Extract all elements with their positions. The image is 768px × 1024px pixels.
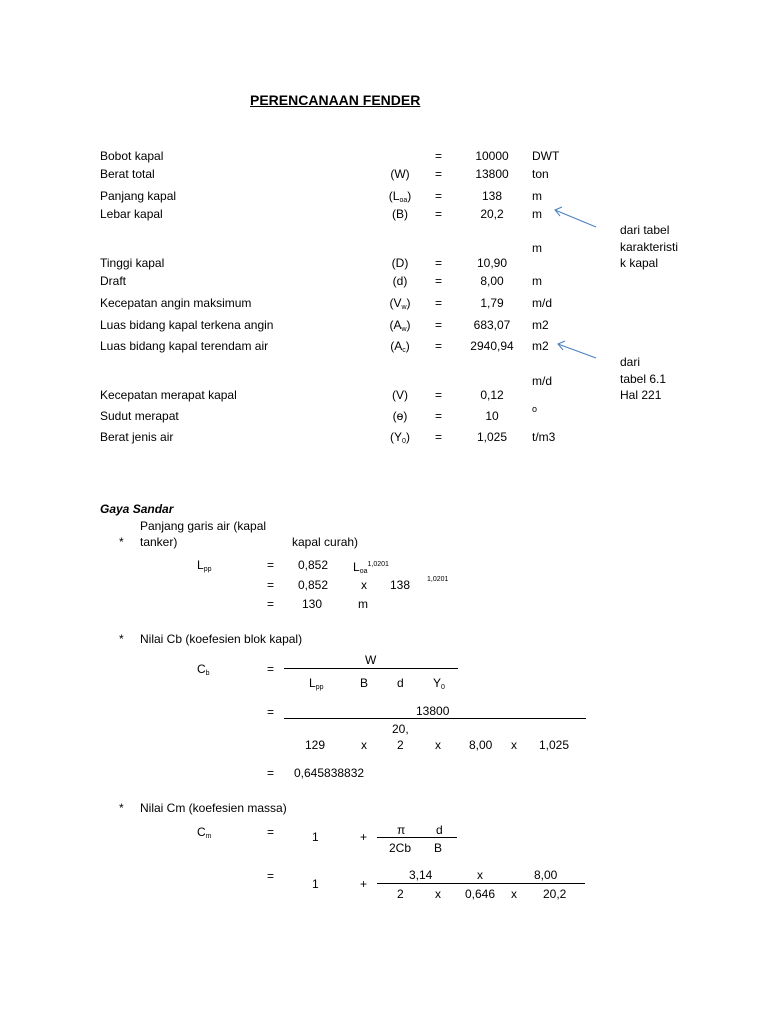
eq: = [267,766,275,780]
fraction-line [377,883,585,884]
eq: = [267,869,275,883]
plus: + [360,830,368,844]
cb-result: 0,645838832 [294,766,365,780]
coef: 0,852 [298,578,329,592]
arrow-icon [558,344,596,358]
note-line: dari [620,355,641,369]
den-b: B [434,841,443,855]
param-eq: = [435,318,443,332]
param-label: Kecepatan angin maksimum [100,296,252,310]
den-lpp-value: 129 [305,738,326,752]
eq: = [267,825,275,839]
bullet: * [119,801,124,815]
den-d-value: 8,00 [469,738,493,752]
den-b: B [360,676,369,690]
note-line: Hal 221 [620,388,662,402]
param-eq: = [435,274,443,288]
lpp-label: Panjang garis air (kapal [140,519,267,533]
param-unit: m/d [532,374,553,388]
param-eq: = [435,409,443,423]
fraction-line [284,718,586,719]
param-label: Draft [100,274,127,288]
param-value: 13800 [475,167,509,181]
param-value: 8,00 [480,274,504,288]
param-eq: = [435,296,443,310]
param-unit: m [532,274,542,288]
param-unit: m [532,241,542,255]
param-symbol: $(A_c)$ [390,339,410,354]
param-label: Lebar kapal [100,207,163,221]
param-unit: m2 [532,318,549,332]
param-value: 20,2 [480,207,504,221]
one: 1 [312,830,319,844]
note-line: dari tabel [620,223,670,237]
param-symbol: $(V_w)$ [389,296,411,311]
lpp-label: tanker) [140,535,178,549]
param-eq: = [435,149,443,163]
times: x [361,578,367,592]
param-value: 683,07 [473,318,511,332]
param-eq: = [435,256,443,270]
pi-value: 3,14 [409,868,433,882]
bullet: * [119,632,124,646]
param-symbol: $(A_w)$ [389,318,411,333]
cb-value: 0,646 [465,887,496,901]
param-label: Luas bidang kapal terendam air [100,339,269,353]
param-unit: m/d [532,296,553,310]
lpp-symbol: $L_{pp}$ [197,558,212,573]
param-value: 2940,94 [470,339,514,353]
b-value: 20,2 [543,887,567,901]
note-line: k kapal [620,256,659,270]
times: x [435,887,441,901]
param-value: 10,90 [476,256,508,270]
d-value: 8,00 [534,868,558,882]
times: x [511,887,517,901]
eq: = [267,662,275,676]
two: 2 [397,887,404,901]
param-symbol: (ɵ) [392,409,408,423]
param-label: Luas bidang kapal terkena angin [100,318,274,332]
param-value: 1,79 [480,296,504,310]
fraction-numerator: 13800 [416,704,450,718]
page-title: PERENCANAAN FENDER [250,92,421,108]
den-lpp: $L_{pp}$ [309,676,324,691]
lpp-result: 130 [302,597,323,611]
param-eq: = [435,167,443,181]
param-symbol: (B) [392,207,408,221]
den-2cb: 2Cb [389,841,412,855]
times: x [435,738,441,752]
param-label: Bobot kapal [100,149,164,163]
den-b-value: 2 [397,738,404,752]
param-value: 10 [485,409,499,423]
param-label: Sudut merapat [100,409,179,423]
den-y: $Y_0$ [433,676,445,691]
param-unit: m [532,207,542,221]
pi: π [397,823,406,837]
lpp-unit: m [358,597,368,611]
param-symbol: (V) [392,388,408,402]
param-label: Panjang kapal [100,189,177,203]
param-unit: DWT [532,149,560,163]
eq: = [267,705,275,719]
section-heading: Gaya Sandar [100,502,174,516]
param-symbol: $(L_{oa})$ [388,189,412,204]
section-heading: Nilai Cm (koefesien massa) [140,801,287,815]
param-label: Berat total [100,167,155,181]
param-eq: = [435,189,443,203]
param-symbol: $(Y_0)$ [390,430,410,445]
param-label: Kecepatan merapat kapal [100,388,237,402]
loa-value: 138 [390,578,411,592]
loa-symbol: $L_{oa}^{1,0201}$ [353,560,389,575]
den-y-value: 1,025 [539,738,570,752]
fraction-line [377,837,457,838]
param-eq: = [435,388,443,402]
cm-symbol: $C_m$ [197,825,212,840]
section-heading: Nilai Cb (koefesien blok kapal) [140,632,303,646]
note-line: tabel 6.1 [620,372,667,386]
bullet: * [119,535,124,549]
param-unit: m [532,189,542,203]
times: x [511,738,517,752]
den-d: d [397,676,404,690]
eq: = [267,578,275,592]
plus: + [360,877,368,891]
note-line: karakteristi [620,240,679,254]
param-symbol: (W) [390,167,410,181]
param-value: 1,025 [476,430,508,444]
den-b-value: 20, [392,722,409,736]
fraction-line [284,668,458,669]
param-eq: = [435,339,443,353]
param-eq: = [435,207,443,221]
param-value: 0,12 [480,388,504,402]
d: d [436,823,443,837]
param-label: Berat jenis air [100,430,174,444]
param-label: Tinggi kapal [100,256,165,270]
param-eq: = [435,430,443,444]
cb-symbol: $C_b$ [197,662,210,677]
param-value: 138 [481,189,503,203]
one: 1 [312,877,319,891]
param-unit: o [532,404,538,414]
fraction-numerator: W [365,653,377,667]
times: x [477,868,483,882]
exponent: 1,0201 [427,576,449,583]
eq: = [267,558,275,572]
eq: = [267,597,275,611]
param-unit: t/m3 [532,430,556,444]
param-value: 10000 [475,149,509,163]
coef: 0,852 [298,558,329,572]
param-symbol: (d) [392,274,408,288]
param-unit: ton [532,167,549,181]
arrow-icon [555,210,596,227]
lpp-label: kapal curah) [292,535,359,549]
times: x [361,738,367,752]
param-unit: m2 [532,339,549,353]
param-symbol: (D) [391,256,409,270]
